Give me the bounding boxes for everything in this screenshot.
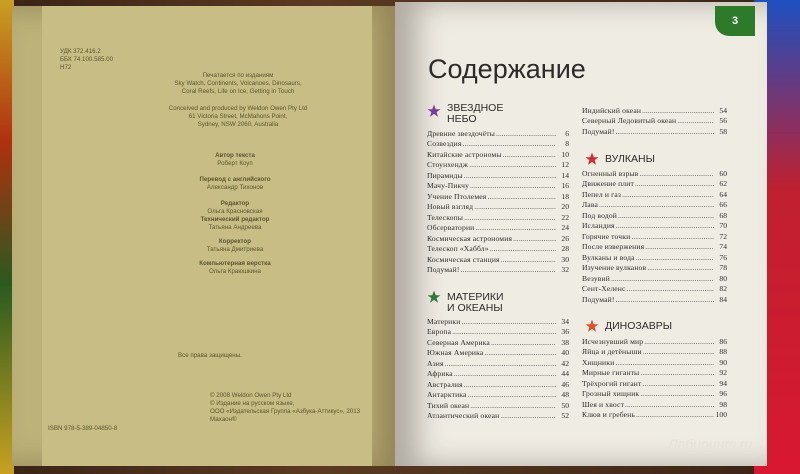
toc-leader-dots — [616, 221, 714, 230]
toc-entry-title: Яйца и детёныши — [582, 347, 642, 357]
section-heading-volcanoes — [605, 154, 655, 165]
toc-entry-page: 16 — [561, 181, 569, 191]
credit-role: Компьютерная верстка — [199, 260, 271, 267]
toc-entry — [427, 212, 569, 223]
toc-entry-title: Северный Ледовитый океан — [582, 116, 677, 126]
toc-entry-page: 46 — [561, 379, 569, 389]
toc-entry-title: Лава — [582, 200, 598, 210]
credit-role: Перевод с английского — [199, 176, 271, 183]
author-mark: Н72 — [60, 64, 72, 71]
toc-entry-page: 38 — [561, 337, 569, 347]
toc-leader-dots — [631, 232, 714, 241]
star-shape — [428, 105, 441, 117]
toc-leader-dots — [445, 359, 556, 368]
toc-entry-title: Подумай! — [582, 126, 615, 136]
toc-leader-dots — [464, 171, 556, 180]
heading-line: ДИНОЗАВРЫ — [605, 320, 673, 332]
credit-role: Редактор — [220, 200, 250, 207]
udk-line: УДК 372.416.2 — [60, 48, 101, 55]
toc-leader-dots — [501, 255, 556, 264]
credit-role: Автор текста — [215, 152, 255, 159]
toc-entry — [582, 105, 727, 116]
toc-leader-dots — [642, 106, 714, 115]
toc-entry-title: Движение плит — [582, 179, 634, 189]
toc-entry — [427, 379, 569, 390]
toc-leader-dots — [452, 327, 556, 336]
toc-leader-dots — [468, 390, 556, 399]
toc-entry-page: 40 — [561, 348, 569, 358]
toc-entry-page: 28 — [561, 244, 569, 254]
toc-entry-page: 48 — [561, 390, 569, 400]
toc-entry-page: 98 — [719, 399, 727, 409]
toc-entry-page: 94 — [719, 378, 727, 388]
toc-entry — [582, 273, 727, 284]
toc-entry-page: 72 — [719, 231, 727, 241]
section-heading-continents — [447, 292, 504, 314]
toc-entry-page: 64 — [719, 189, 727, 199]
toc-leader-dots — [639, 169, 714, 178]
toc-entry-title: Космическая станция — [427, 254, 500, 264]
toc-entry — [582, 231, 727, 242]
toc-leader-dots — [464, 380, 556, 389]
toc-leader-dots — [464, 213, 556, 222]
toc-entry-page: 22 — [561, 212, 569, 222]
toc-leader-dots — [644, 337, 714, 346]
toc-entry — [427, 348, 569, 359]
toc-entry-title: Азия — [427, 358, 444, 368]
toc-entry — [582, 189, 727, 200]
toc-list-oceans-continued — [582, 105, 727, 137]
toc-leader-dots — [616, 295, 714, 304]
toc-entry-page: 86 — [719, 336, 727, 346]
copyright-line: © Издание на русском языке, — [210, 400, 295, 407]
toc-entry-page: 76 — [719, 252, 727, 262]
toc-entry-page: 74 — [719, 242, 727, 252]
toc-entry-title: Северная Америка — [427, 337, 490, 347]
udk-block — [60, 48, 113, 72]
toc-entry-page: 8 — [565, 139, 569, 149]
toc-entry — [582, 210, 727, 221]
toc-entry-page: 62 — [719, 179, 727, 189]
toc-entry-page: 56 — [719, 116, 727, 126]
toc-entry-page: 32 — [561, 265, 569, 275]
star-icon — [427, 104, 441, 118]
toc-leader-dots — [636, 410, 714, 419]
toc-entry-title: Под водой — [582, 210, 618, 220]
star-icon — [585, 319, 599, 333]
toc-entry-title: Пепел и газ — [582, 189, 622, 199]
toc-entry-page: 54 — [719, 105, 727, 115]
toc-list-starry-sky — [427, 128, 569, 275]
toc-list-continents — [427, 316, 569, 421]
heading-line: И ОКЕАНЫ — [447, 302, 503, 314]
toc-entry — [582, 263, 727, 274]
toc-entry — [582, 179, 727, 190]
toc-entry — [427, 139, 569, 150]
printed-line: Печатается по изданиям — [202, 72, 274, 79]
source-editions — [158, 72, 318, 129]
toc-entry-title: Тихий океан — [427, 400, 470, 410]
toc-entry — [427, 390, 569, 401]
toc-leader-dots — [640, 368, 714, 377]
toc-entry-title: Грозный хищник — [582, 389, 640, 399]
bbk-line: ББК 74.100.585.00 — [60, 56, 114, 63]
toc-entry — [427, 170, 569, 181]
toc-entry — [427, 265, 569, 276]
toc-leader-dots — [470, 181, 556, 190]
toc-leader-dots — [625, 400, 714, 409]
toc-entry-title: Телескоп «Хаббл» — [427, 244, 489, 254]
credit-name: Роберт Коуп — [217, 160, 253, 167]
toc-entry-page: 70 — [719, 221, 727, 231]
toc-entry — [427, 337, 569, 348]
toc-leader-dots — [496, 129, 556, 138]
isbn: ISBN 978-5-389-04850-8 — [48, 425, 118, 432]
toc-entry-page: 58 — [719, 126, 727, 136]
copyright-line: © 2008 Weldon Owen Pty Ltd — [210, 392, 292, 399]
toc-leader-dots — [645, 242, 714, 251]
star-shape — [428, 291, 441, 303]
toc-entry-title: Австралия — [427, 379, 463, 389]
toc-entry — [582, 126, 727, 137]
conceived-line: Conceived and produced by Weldon Owen Pty Ltd — [168, 105, 308, 112]
toc-entry-title: Учение Птолемея — [427, 191, 487, 201]
toc-leader-dots — [635, 179, 714, 188]
toc-entry-title: Антарктика — [427, 390, 467, 400]
heading-line: НЕБО — [447, 113, 477, 125]
toc-entry-title: Клюв и гребень — [582, 410, 636, 420]
toc-entry-page: 10 — [561, 149, 569, 159]
toc-entry — [582, 378, 727, 389]
toc-entry — [582, 336, 727, 347]
toc-entry-title: Индийский океан — [582, 105, 642, 115]
toc-leader-dots — [461, 265, 556, 274]
toc-leader-dots — [500, 411, 556, 420]
toc-entry-page: 30 — [561, 254, 569, 264]
toc-entry — [427, 128, 569, 139]
credit-name: Ольга Краюшкина — [209, 268, 261, 275]
toc-leader-dots — [643, 379, 715, 388]
toc-entry-title: Китайские астрономы — [427, 149, 502, 159]
toc-leader-dots — [461, 317, 556, 326]
toc-list-volcanoes — [582, 168, 727, 305]
toc-entry-page: 14 — [561, 170, 569, 180]
toc-entry-page: 100 — [715, 410, 727, 420]
toc-entry-title: Трёхрогий гигант — [582, 378, 642, 388]
heading-line: ВУЛКАНЫ — [605, 153, 655, 165]
toc-leader-dots — [469, 160, 556, 169]
toc-entry-title: Исчезнувший мир — [582, 336, 644, 346]
toc-entry — [427, 191, 569, 202]
toc-entry-page: 84 — [719, 294, 727, 304]
toc-entry — [582, 389, 727, 400]
toc-entry-title: Шея и хвост — [582, 399, 625, 409]
printed-line: Sky Watch, Continents, Volcanoes, Dinosaurs, — [174, 80, 302, 87]
toc-leader-dots — [622, 190, 714, 199]
toc-leader-dots — [615, 358, 714, 367]
copyright-line: ООО «Издательская Группа «Азбука-Аттикус», 2013 — [210, 408, 361, 415]
toc-entry-page: 34 — [561, 316, 569, 326]
page-number: 3 — [715, 6, 755, 36]
toc-entry — [582, 252, 727, 263]
page-title: Содержание — [428, 54, 586, 84]
toc-entry-title: Европа — [427, 327, 452, 337]
toc-entry — [427, 316, 569, 327]
toc-entry-page: 52 — [561, 411, 569, 421]
toc-entry — [427, 202, 569, 213]
toc-entry — [427, 411, 569, 422]
toc-entry-title: Древние звездочёты — [427, 128, 495, 138]
toc-entry-title: Обсерватории — [427, 223, 475, 233]
toc-entry-title: Везувий — [582, 273, 610, 283]
toc-leader-dots — [475, 223, 556, 232]
toc-leader-dots — [640, 389, 714, 398]
toc-entry-title: Мачу-Пикчу — [427, 181, 470, 191]
toc-entry-title: Космическая астрономия — [427, 233, 513, 243]
credit-name: Татьяна Андреева — [208, 224, 262, 231]
conceived-line: 61 Victoria Street, McMahons Point, — [188, 113, 288, 120]
toc-entry-page: 42 — [561, 358, 569, 368]
toc-entry — [582, 284, 727, 295]
toc-entry — [427, 149, 569, 160]
toc-entry — [427, 358, 569, 369]
section-heading-dinosaurs — [605, 321, 672, 332]
toc-entry-page: 66 — [719, 200, 727, 210]
credit-role: Корректор — [218, 238, 252, 245]
toc-entry-title: Южная Америка — [427, 348, 484, 358]
star-shape — [586, 320, 599, 332]
toc-leader-dots — [677, 116, 714, 125]
toc-entry — [427, 244, 569, 255]
toc-entry-title: Созвездия — [427, 139, 462, 149]
toc-entry — [427, 254, 569, 265]
toc-leader-dots — [463, 139, 557, 148]
toc-entry-page: 50 — [561, 400, 569, 410]
toc-entry-title: Огненный взрыв — [582, 168, 639, 178]
toc-entry — [427, 369, 569, 380]
toc-leader-dots — [618, 211, 714, 220]
toc-entry — [427, 223, 569, 234]
toc-entry-page: 60 — [719, 168, 727, 178]
toc-leader-dots — [627, 284, 714, 293]
conceived-line: Sydney, NSW 2060, Australia — [197, 121, 279, 128]
toc-entry-title: Мирные гиганты — [582, 368, 640, 378]
heading-line: МАТЕРИКИ — [447, 291, 504, 303]
toc-leader-dots — [484, 348, 556, 357]
toc-entry — [582, 399, 727, 410]
credit-name: Ольга Красновская — [207, 208, 263, 215]
toc-entry — [582, 294, 727, 305]
toc-entry-title: Изучение вулканов — [582, 263, 647, 273]
toc-entry — [582, 168, 727, 179]
toc-entry — [582, 116, 727, 127]
toc-entry-page: 20 — [561, 202, 569, 212]
toc-entry-title: Сент-Хеленс — [582, 284, 626, 294]
all-rights: Все права защищены. — [178, 352, 242, 359]
toc-entry-title: Хищники — [582, 357, 615, 367]
toc-entry-title: Пирамиды — [427, 170, 463, 180]
toc-entry-page: 88 — [719, 347, 727, 357]
toc-entry-page: 82 — [719, 284, 727, 294]
toc-entry — [582, 357, 727, 368]
toc-leader-dots — [490, 244, 556, 253]
toc-entry-page: 18 — [561, 191, 569, 201]
toc-entry — [582, 221, 727, 232]
toc-leader-dots — [503, 150, 556, 159]
toc-leader-dots — [454, 369, 556, 378]
toc-entry-page: 36 — [561, 327, 569, 337]
credit-name: Александр Тихонов — [206, 184, 264, 191]
toc-leader-dots — [474, 202, 556, 211]
toc-leader-dots — [647, 263, 714, 272]
watermark: Лабиринт.ru — [668, 436, 753, 452]
toc-entry-title: Вулканы и вода — [582, 252, 635, 262]
toc-entry-title: Подумай! — [427, 265, 460, 275]
toc-entry — [427, 181, 569, 192]
toc-leader-dots — [470, 401, 556, 410]
toc-leader-dots — [487, 192, 556, 201]
toc-leader-dots — [599, 200, 714, 209]
star-icon — [585, 152, 599, 166]
toc-entry — [427, 233, 569, 244]
toc-entry-title: Телескопы — [427, 212, 464, 222]
toc-entry-title: Горячие точки — [582, 231, 631, 241]
toc-entry — [582, 410, 727, 421]
toc-entry — [427, 400, 569, 411]
toc-leader-dots — [491, 338, 556, 347]
toc-entry-title: Материки — [427, 316, 461, 326]
heading-line: ЗВЕЗДНОЕ — [447, 102, 504, 114]
toc-entry-page: 6 — [565, 128, 569, 138]
toc-leader-dots — [611, 274, 714, 283]
copyright-line: Махаон® — [210, 416, 237, 423]
toc-entry-title: Исландия — [582, 221, 615, 231]
toc-list-dinosaurs — [582, 336, 727, 420]
star-shape — [586, 153, 599, 165]
toc-leader-dots — [636, 253, 714, 262]
section-heading-starry-sky — [447, 103, 503, 125]
credit-name: Татьяна Дмитриева — [206, 246, 264, 253]
toc-entry-page: 92 — [719, 368, 727, 378]
toc-entry-page: 90 — [719, 357, 727, 367]
toc-entry-page: 96 — [719, 389, 727, 399]
toc-entry-page: 78 — [719, 263, 727, 273]
toc-entry — [582, 242, 727, 253]
toc-entry-page: 24 — [561, 223, 569, 233]
toc-entry-title: Подумай! — [582, 294, 615, 304]
toc-leader-dots — [616, 127, 714, 136]
toc-entry-title: Стоунхендж — [427, 160, 469, 170]
toc-entry-page: 68 — [719, 210, 727, 220]
toc-leader-dots — [513, 234, 556, 243]
credits-block — [180, 152, 290, 276]
toc-entry — [427, 160, 569, 171]
toc-entry-title: Новый взгляд — [427, 202, 474, 212]
toc-entry-title: После извержения — [582, 242, 645, 252]
toc-entry — [582, 200, 727, 211]
toc-entry — [427, 327, 569, 338]
toc-entry — [582, 368, 727, 379]
toc-entry-title: Атлантический океан — [427, 411, 500, 421]
toc-entry-page: 80 — [719, 273, 727, 283]
printed-line: Coral Reefs, Life on Ice, Getting in Touch — [181, 88, 295, 95]
copyright-block — [210, 392, 360, 424]
toc-entry-page: 26 — [561, 233, 569, 243]
toc-leader-dots — [643, 347, 714, 356]
toc-entry-title: Африка — [427, 369, 453, 379]
credit-role: Технический редактор — [200, 216, 270, 223]
toc-entry — [582, 347, 727, 358]
toc-entry-page: 12 — [561, 160, 569, 170]
star-icon — [427, 290, 441, 304]
toc-entry-page: 44 — [561, 369, 569, 379]
